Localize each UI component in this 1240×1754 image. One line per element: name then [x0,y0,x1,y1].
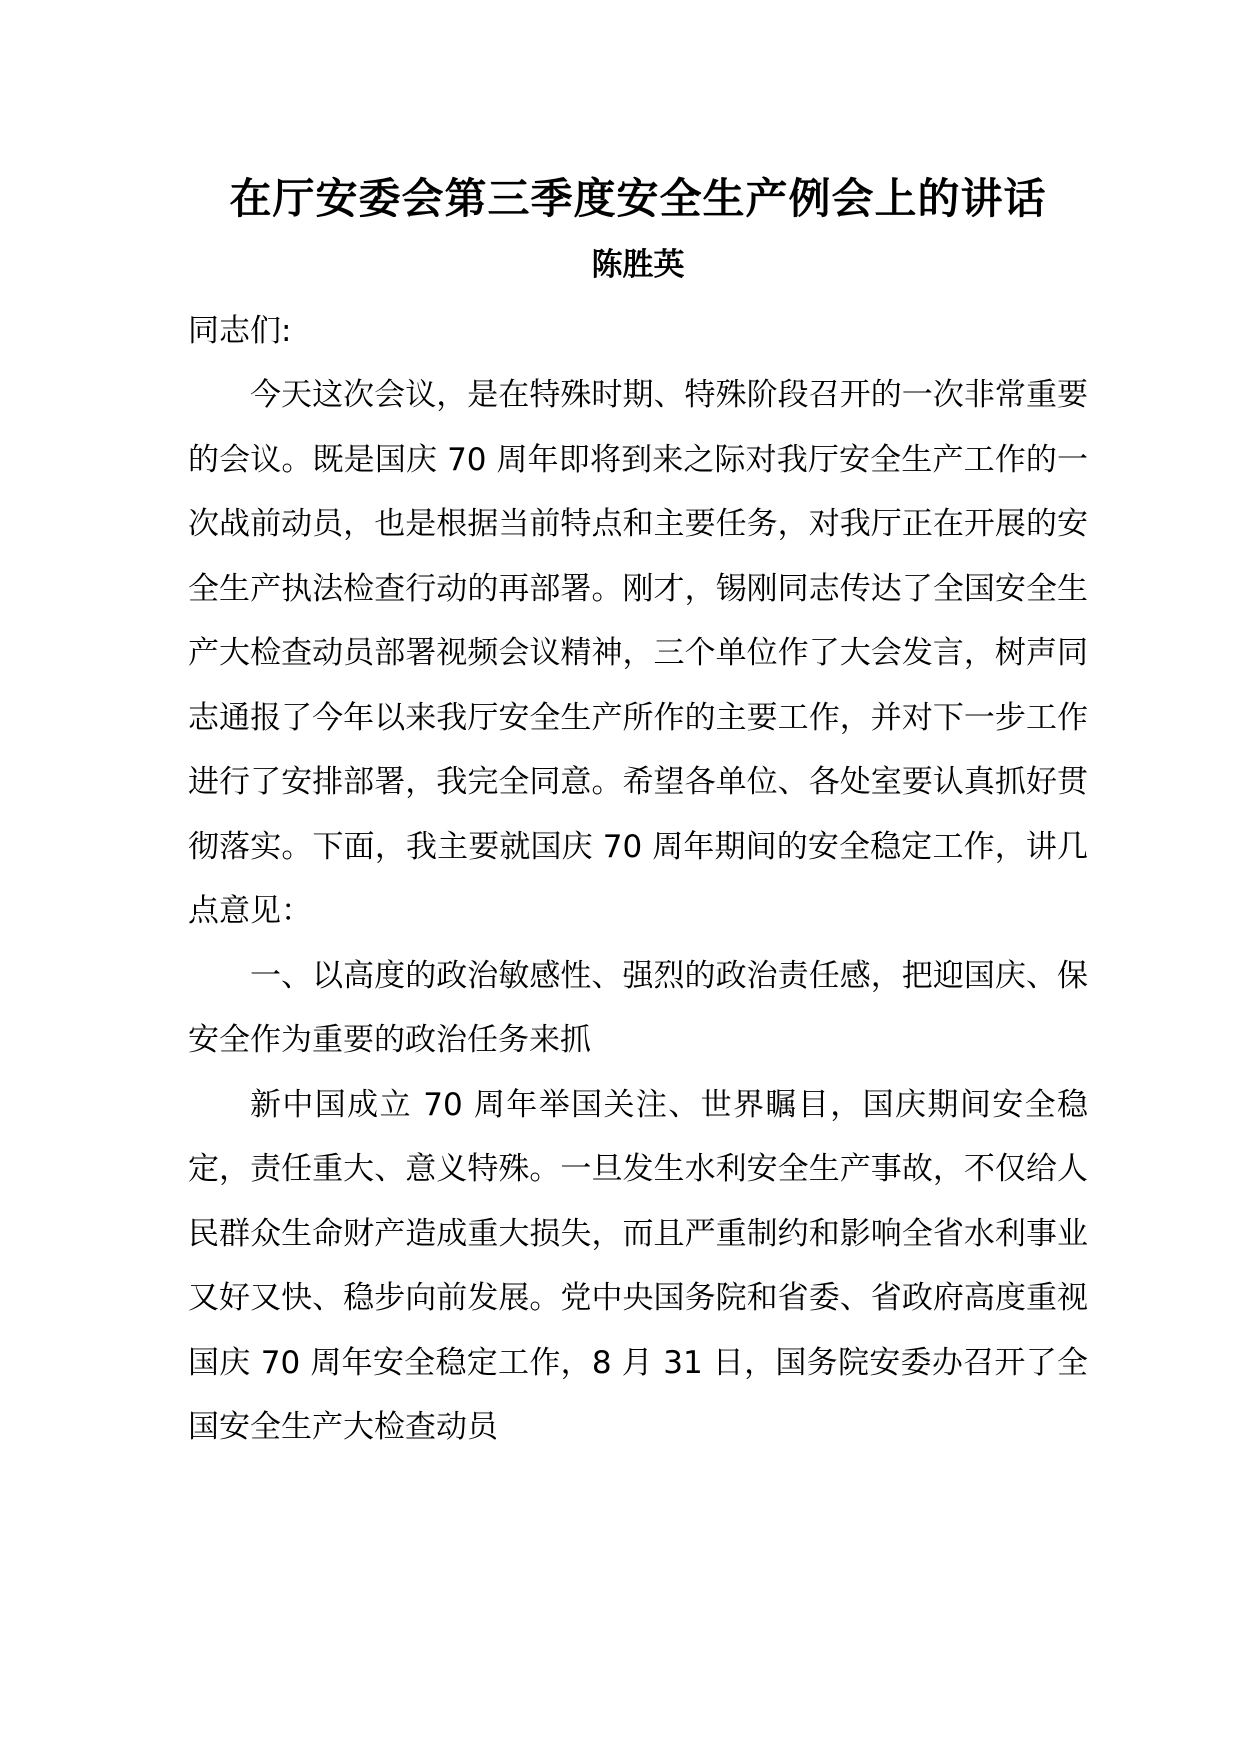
author-name: 陈胜英 [591,247,685,283]
greeting: 同志们: [188,313,292,349]
paragraph-intro: 今天这次会议，是在特殊时期、特殊阶段召开的一次非常重要的会议。既是国庆 70 周年即将到来之际对我厅安全生产工作的一次战前动员，也是根据当前特点和主要任务，对我厅正在开展的安全生产执法检查行动的再部署。刚才，锡刚同志传达了全国安全生产大检查动员部署视频会议精神，三个单位作了大会发言，树声同志通报了今年以来我厅安全生产所作的主要工作，并对下一步工作进行了安排部署，我完全同意。希望各单位、各处室要认真抓好贯彻落实。下面，我主要就国庆 70 周年期间的安全稳定工作，讲几点意见： [188,377,1088,929]
document-title: 在厅安委会第三季度安全生产例会上的讲话 [229,174,1047,223]
document-content [188,165,1088,1460]
section-heading-1: 一、以高度的政治敏感性、强烈的政治责任感，把迎国庆、保安全作为重要的政治任务来抓 [188,957,1088,1058]
paragraph-section-1: 新中国成立 70 周年举国关注、世界瞩目，国庆期间安全稳定，责任重大、意义特殊。一旦发生水利安全生产事故，不仅给人民群众生命财产造成重大损失，而且严重制约和影响全省水利事业又好又快、稳步向前发展。党中央国务院和省委、省政府高度重视国庆 70 周年安全稳定工作，8 月 31 日，国务院安委办召开了全国安全生产大检查动员 [188,1086,1088,1445]
